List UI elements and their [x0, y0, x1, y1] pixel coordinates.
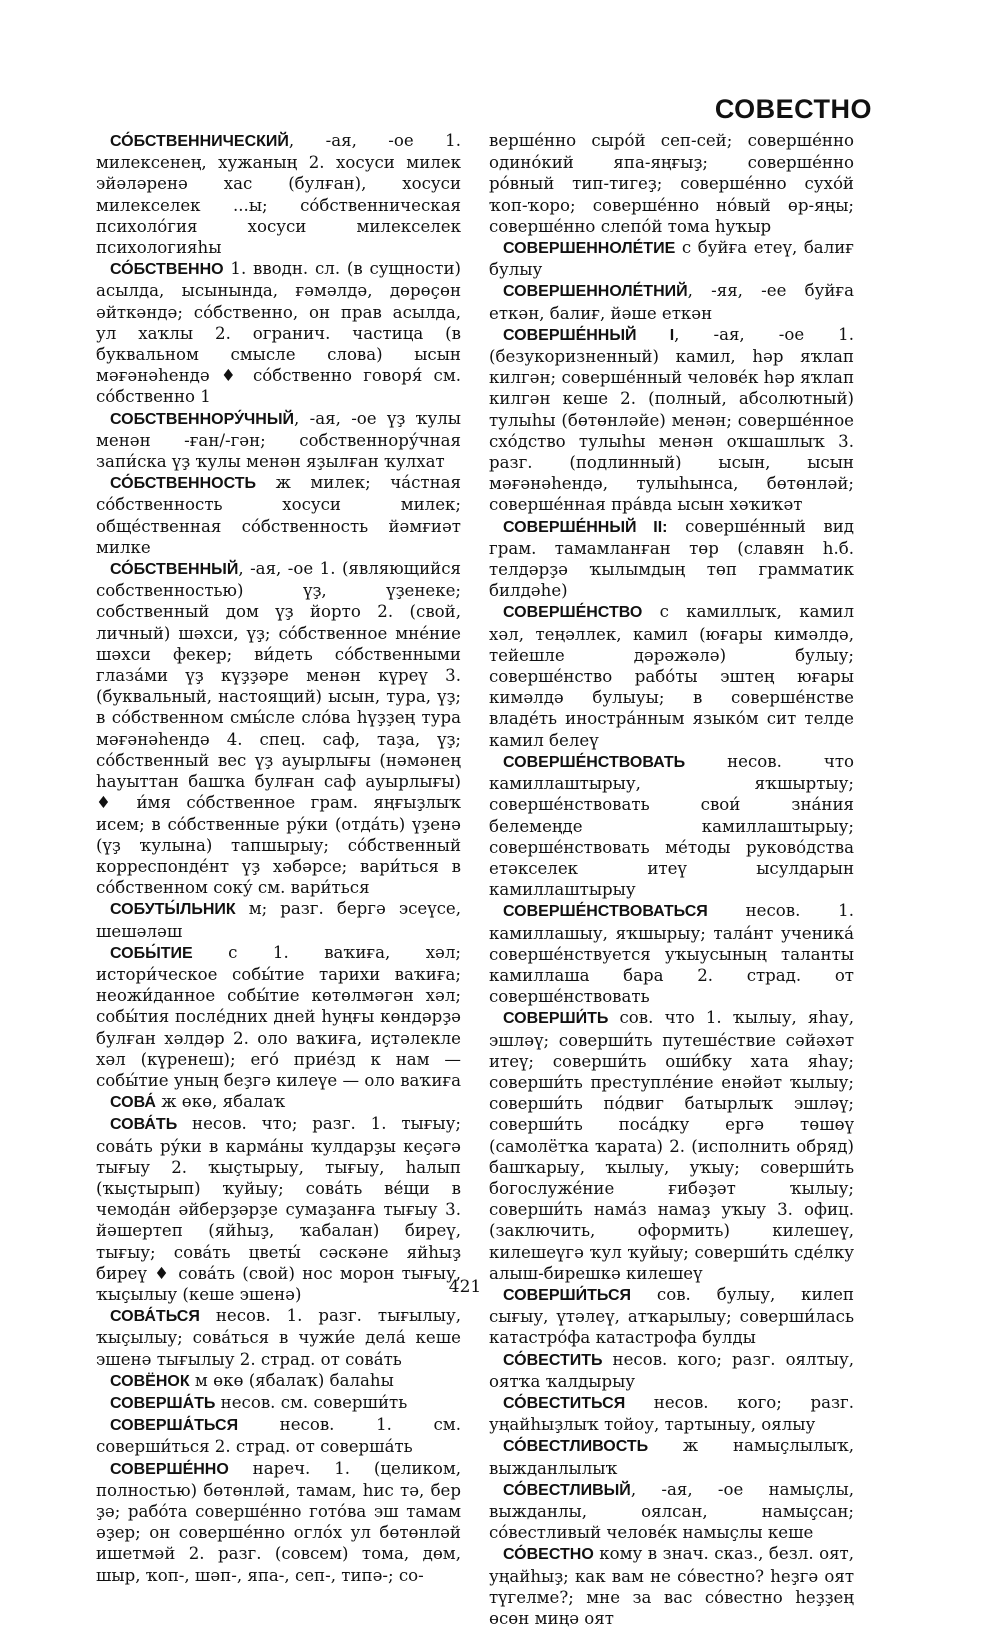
entry-definition: сов. булыу, килеп сығыу, үтәлеү, атҡарылыу; соверши́лась катастро́фа катастрофа булды — [489, 1284, 854, 1348]
entry-definition: 1. вводн. сл. (в сущности) асылда, ысынында, ғәмәлдә, дөрөҫөн әйткәндә; со́бственно, он прав асылда, ул хаҡлы 2. огранич. частица (в буквальном смысле слова) ысын мәғәнәһендә ♦ со́бственно говоря́ см. со́бственно 1 — [96, 259, 461, 407]
entry-headword: СО́ВЕСТЛИВЫЙ — [503, 1481, 631, 1499]
entry-headword: СО́БСТВЕННОСТЬ — [110, 475, 257, 493]
entry-definition: ж намыҫлылыҡ, выжданлылыҡ — [489, 1436, 854, 1478]
entry-definition: несов. см. соверши́ть — [215, 1392, 408, 1412]
entry-headword: СОВЕРШЕ́НСТВОВАТЬ — [503, 753, 686, 771]
entry-definition: верше́нно сыро́й сеп-сей; соверше́нно одино́кий япа-яңғыҙ; соверше́нно ро́вный тип-тигеҙ; соверше́нно сухо́й ҡоп-ҡоро; соверше́нно но́вый өр-яңы; соверше́нно слепо́й тома һуҡыр — [489, 131, 854, 236]
entry-headword: СО́ВЕСТИТЬ — [503, 1351, 603, 1369]
dictionary-entry — [96, 898, 461, 941]
entry-headword: СОВЕРША́ТЬСЯ — [110, 1417, 239, 1435]
entry-headword: СОВА́ — [110, 1094, 156, 1112]
dictionary-entry — [489, 900, 854, 1007]
entry-definition: , -яя, -ее буйға еткән, балиғ, йәше еткән — [489, 281, 854, 323]
dictionary-entry — [489, 1007, 854, 1284]
entry-headword: СОВЕРШЕННОЛЕ́ТИЕ — [503, 240, 676, 258]
entry-definition: несов. 1. камиллашыу, яҡшырыу; тала́нт ученика́ соверше́нствуется уҡыусының таланты камиллаша бара 2. страд. от соверше́нствовать — [489, 901, 854, 1007]
dictionary-entry — [96, 1392, 461, 1414]
dictionary-entry — [96, 130, 461, 258]
entry-definition: соверше́нный вид грам. тамамланған төр (славян һ.б. телдәрҙә ҡылымдың төп грамматик билдәһе) — [489, 516, 854, 601]
running-head: СОВЕСТНО — [714, 94, 872, 124]
dictionary-entry — [489, 324, 854, 516]
dictionary-entry — [96, 1414, 461, 1457]
entry-definition: , -ая, -ое 1. (являющийся собственностью) үҙ, үҙенеке; собственный дом үҙ йорто 2. (свой, личный) шәхси, үҙ; со́бственное мне́ние шәхси фекер; ви́деть со́бственными глаза́ми үҙ күҙҙәре менән күреү 3. (буквальный, настоящий) ысын, тура, үҙ; в со́бственном смы́сле сло́ва һүҙҙең тура мәғәнәһендә 4. спец. саф, таҙа, үҙ; со́бственный вес үҙ ауырлығы (нәмәнең һауыттан башҡа булған саф ауырлығы) ♦ и́мя со́бственное грам. яңғыҙлыҡ исем; в со́бственные ру́ки (отда́ть) үҙенә (үҙ ҡулына) тапшырыу; со́бственный корреспонде́нт үҙ хәбәрсе; вари́ться в со́бственном соку́ см. вари́ться — [96, 559, 461, 898]
dictionary-entry — [489, 601, 854, 750]
dictionary-entry — [489, 1543, 854, 1629]
dictionary-entry — [489, 1392, 854, 1435]
entry-definition: несов. что камиллаштырыу, яҡшыртыу; соверше́нствовать свои́ зна́ния белемеңде камиллаштырыу; соверше́нствовать ме́тоды руково́дства етәкселек итеү ысулдарын камиллаштырыу — [489, 751, 854, 900]
page-number: 421 — [448, 1277, 482, 1297]
dictionary-entry-continued — [489, 130, 854, 237]
dictionary-entry — [489, 1479, 854, 1544]
entry-definition: нареч. 1. (целиком, полностью) бөтөнләй, тамам, һис тә, бер ҙә; рабо́та соверше́нно гото́ва эш тамам әҙер; он соверше́нно оглóх ул бөтөнләй ишетмәй 2. разг. (совсем) тома, дөм, шыр, ҡоп-, шәп-, япа-, сеп-, типә-; со- — [96, 1458, 461, 1585]
dictionary-entry — [96, 1458, 461, 1586]
entry-headword: СОВЕРШЕ́ННЫЙ I — [503, 326, 675, 344]
dictionary-entry — [96, 408, 461, 473]
dictionary-entry — [489, 280, 854, 323]
entry-definition: , -ая, -ое 1. (безукоризненный) камил, һәр яҡлап килгән; соверше́нный челове́к һәр яҡлап килгән кеше 2. (полный, абсолютный) тулыһы (бөтөнләйе) менән; соверше́нное схо́дство тулыһы менән оҡшашлыҡ 3. разг. (подлинный) ысын, ысын мәғәнәһендә, тулыһынса, бөтөнләй; соверше́нная пра́вда ысын хәҡиҡәт — [489, 324, 855, 515]
entry-definition: с буйға етеү, балиғ булыу — [489, 238, 854, 280]
entry-headword: СОВЕРШЕ́ННО — [110, 1460, 229, 1478]
dictionary-entry — [96, 942, 461, 1091]
entry-headword: СОБУТЫ́ЛЬНИК — [110, 901, 236, 919]
entry-definition: несов. кого; разг. оялтыу, оятҡа ҡалдырыу — [489, 1349, 854, 1391]
entry-definition: кому в знач. сказ., безл. оят, уңайһыҙ; как вам не со́вестно? һеҙгә оят түгелме?; мне за вас со́вестно һеҙҙең өсөн миңә оят — [489, 1544, 854, 1629]
entry-headword: СОВА́ТЬСЯ — [110, 1308, 200, 1326]
left-column — [96, 130, 461, 1586]
entry-headword: СОВЕРШИ́ТЬ — [503, 1010, 609, 1028]
entry-definition: м; разг. бергә эсеүсе, шешәләш — [96, 899, 461, 941]
entry-headword: СОВА́ТЬ — [110, 1116, 178, 1134]
entry-definition: , -ая, -ое 1. милексенең, хужаның 2. хосуси милек эйәләренә хас (булған), хосуси милекселек ...ы; со́бственническая психоло́гия хосуси милекселек психологияһы — [96, 131, 461, 258]
entry-headword: СО́БСТВЕННО — [110, 261, 224, 279]
entry-headword: СОВЕРШЕ́НСТВОВАТЬСЯ — [503, 903, 708, 921]
dictionary-entry — [96, 258, 461, 407]
dictionary-entry — [489, 751, 854, 900]
entry-headword: СО́ВЕСТИТЬСЯ — [503, 1394, 626, 1412]
entry-definition: ж милек; ча́стная со́бственность хосуси милек; обще́ственная со́бственность йәмғиәт милке — [96, 473, 461, 557]
entry-definition: несов. кого; разг. уңайһыҙлыҡ тойоу, тартыныу, оялыу — [489, 1392, 854, 1435]
dictionary-entry — [96, 1370, 461, 1392]
entry-definition: ж өкө, ябалаҡ — [155, 1092, 286, 1112]
entry-headword: СОВЕРШЕННОЛЕ́ТНИЙ — [503, 283, 688, 301]
entry-definition: с 1. ваҡиға, хәл; истори́ческое собы́тие тарихи ваҡиға; неожи́данное собы́тие көтөлмәгән хәл; собы́тия после́дних дней һуңғы көндәрҙә булған хәлдәр 2. оло ваҡиға, иҫтәлекле хәл (күренеш); его́ прие́зд к нам — собы́тие уның беҙгә килеүе — оло ваҡиға — [96, 942, 461, 1090]
dictionary-entry — [489, 516, 854, 602]
dictionary-entry — [489, 237, 854, 280]
dictionary-entry — [96, 472, 461, 558]
entry-headword: СО́БСТВЕННЫЙ — [110, 561, 239, 579]
entry-definition: несов. 1. см. соверши́ться 2. страд. от соверша́ть — [96, 1415, 461, 1457]
entry-headword: СОВЕРША́ТЬ — [110, 1394, 216, 1412]
dictionary-entry — [489, 1435, 854, 1478]
dictionary-entry — [96, 1305, 461, 1370]
entry-definition: несов. 1. разг. тығылыу, ҡыҫылыу; сова́ться в чужи́е дела́ кеше эшенә тығылыу 2. страд. от сова́ть — [96, 1306, 461, 1369]
dictionary-entry — [96, 558, 461, 898]
entry-headword: СО́БСТВЕННИЧЕСКИЙ — [110, 133, 289, 150]
dictionary-entry — [96, 1091, 461, 1113]
entry-headword: СОБЫ́ТИЕ — [110, 944, 193, 962]
dictionary-entry — [489, 1349, 854, 1392]
entry-headword: СОБСТВЕННОРУ́ЧНЫЙ — [110, 410, 294, 428]
entry-definition: , -ая, -ое үҙ ҡулы менән -ған/-гән; собственнору́чная запи́ска үҙ ҡулы менән яҙылған ҡулхат — [96, 408, 461, 472]
entry-definition: м өкө (ябалаҡ) балаһы — [189, 1370, 394, 1390]
entry-headword: СО́ВЕСТНО — [503, 1546, 594, 1564]
right-column — [489, 130, 854, 1629]
entry-headword: СОВЕРШИ́ТЬСЯ — [503, 1286, 632, 1304]
entry-definition: с камиллыҡ, камил хәл, теңәллек, камил (юғары кимәлдә, тейешле дәрәжәлә) булыу; соверше́нство рабо́ты эштең юғары кимәлдә булыуы; в соверше́нстве владе́ть иностра́нным языко́м сит телде камил белеү — [489, 602, 854, 750]
entry-headword: СОВЕРШЕ́ННЫЙ II: — [503, 518, 668, 536]
entry-definition: сов. что 1. ҡылыу, яһау, эшләү; соверши́ть путеше́ствие сәйәхәт итеү; соверши́ть оши́бку хата яһау; соверши́ть преступле́ние енәйәт ҡылыу; соверши́ть по́двиг батырлыҡ эшләү; соверши́ть поса́дку ергә төшөү (самолётҡа ҡарата) 2. (исполнить обряд) башҡарыу, ҡылыу, уҡыу; соверши́ть богослуже́ние ғибәҙәт ҡылыу; соверши́ть нама́з намаҙ уҡыу 3. офиц. (заключить, оформить) килешеү, килешеүгә ҡул ҡуйыу; соверши́ть сде́лку алыш-бирешкә килешеү — [489, 1008, 854, 1283]
entry-headword: СОВЕРШЕ́НСТВО — [503, 604, 643, 622]
entry-headword: СОВЁНОК — [110, 1372, 190, 1390]
entry-definition: несов. что; разг. 1. тығыу; сова́ть ру́ки в карма́ны ҡулдарҙы кеҫәгә тығыу 2. ҡыҫтырыу, тығыу, һалып (ҡыҫтырып) ҡуйыу; сова́ть ве́щи в чемода́н әйберҙәрҙе сумаҙанға тығыу 3. йәшертеп (яйһыҙ, ҡабалан) биреү, тығыу; сова́ть цветы́ сәскәне яйһыҙ биреү ♦ сова́ть (свой) нос морон тығыу, ҡыҫылыу (кеше эшенә) — [96, 1114, 461, 1304]
entry-headword: СО́ВЕСТЛИВОСТЬ — [503, 1438, 649, 1456]
entry-definition: , -ая, -ое намыҫлы, выжданлы, оялсан, намыҫсан; со́вестливый челове́к намыҫлы кеше — [489, 1479, 854, 1543]
